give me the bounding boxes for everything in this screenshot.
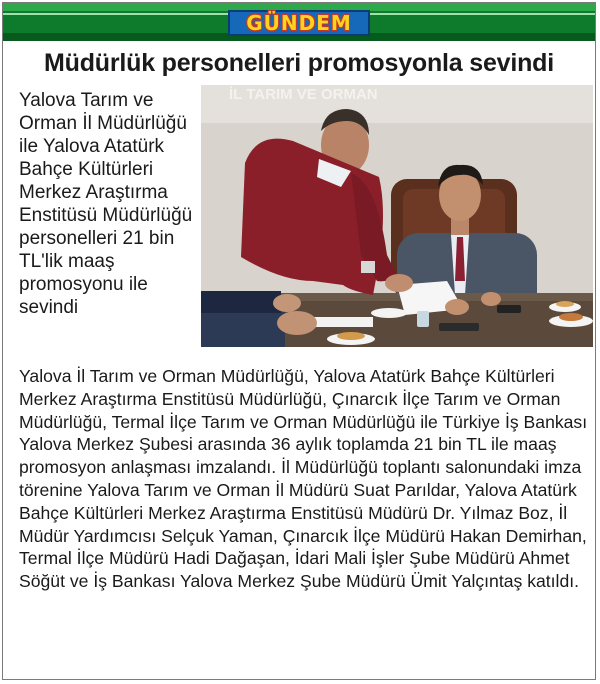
headline: Müdürlük personelleri promosyonla sevindi	[44, 49, 554, 77]
section-header-band	[3, 3, 595, 41]
news-photo	[201, 85, 593, 347]
news-clipping	[2, 2, 596, 680]
article-body: Yalova İl Tarım ve Orman Müdürlüğü, Yalova Atatürk Bahçe Kültürleri Merkez Araştırma Enstitüsü Müdürlüğü, Çınarcık İlçe Tarım ve Orman Müdürlüğü, Termal İlçe Tarım ve Orman Müdürlüğü ile Türkiye İş Bankası Yalova Merkez Şubesi arasında 36 aylık toplamda 21 bin TL ile maaş promosyon anlaşması imzalandı. İl Müdürlüğü toplantı salonundaki imza törenine Yalova Tarım ve Orman İl Müdürü Suat Parıldar, Yalova Atatürk Bahçe Kültürleri Merkez Araştırma Enstitüsü Müdürü Dr. Yılmaz Boz, İl Müdür Yardımcısı Selçuk Yaman, Çınarcık İlçe Müdürü Hakan Demirhan, Termal İlçe Müdürü Hadi Dağaşan, İdari Mali İşler Şube Müdürü Ahmet Söğüt ve İş Bankası Yalova Merkez Şube Müdürü Ümit Yalçıntaş katıldı.	[19, 366, 588, 592]
wall-sign-text: İL TARIM VE ORMAN	[229, 86, 378, 103]
section-label: GÜNDEM	[246, 11, 352, 35]
section-badge	[228, 10, 370, 36]
lead-text: Yalova Tarım ve Orman İl Müdürlüğü ile Yalova Atatürk Bahçe Kültürleri Merkez Araştırma Enstitüsü Müdürlüğü personelleri 21 bin TL'lik maaş promosyonu ile sevindi	[19, 90, 193, 318]
